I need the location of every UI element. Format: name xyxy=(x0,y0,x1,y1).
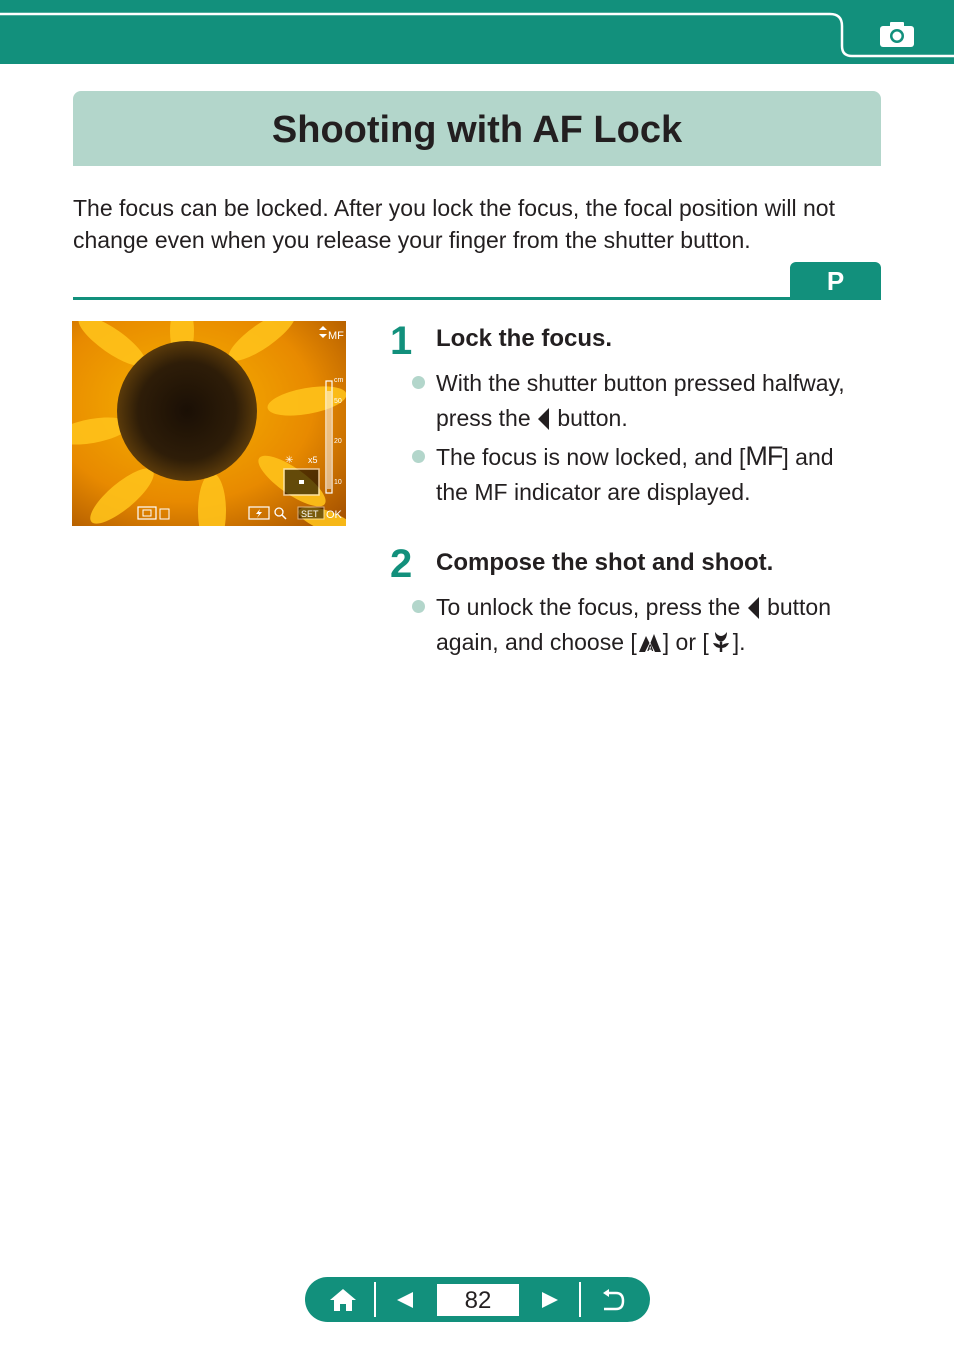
scale-20: 20 xyxy=(334,438,342,445)
scale-cm: cm xyxy=(334,377,344,384)
step-2-number: 2 xyxy=(390,542,413,586)
nav-separator xyxy=(579,1282,581,1317)
left-button-icon xyxy=(537,408,551,430)
home-icon xyxy=(329,1287,357,1313)
intro-text: The focus can be locked. After you lock the focus, the focal position will not change even when you release your finger from the shutter button. xyxy=(73,195,835,253)
home-button[interactable] xyxy=(323,1277,363,1322)
back-icon xyxy=(600,1289,626,1311)
section-divider xyxy=(73,297,881,300)
shooting-mode-tab: P xyxy=(790,262,881,298)
nav-separator xyxy=(374,1282,376,1317)
back-button[interactable] xyxy=(593,1277,633,1322)
title-banner xyxy=(73,91,881,166)
left-button-icon xyxy=(747,597,761,619)
page-number: 82 xyxy=(436,1283,520,1317)
next-page-button[interactable] xyxy=(530,1277,570,1322)
bullet-dot xyxy=(412,450,425,463)
af-mode-icon xyxy=(637,630,663,654)
header-bar xyxy=(0,0,954,64)
step-2-bullet-1: To unlock the focus, press the button again, and choose [ A ] or [ ]. xyxy=(436,594,832,655)
page-title: Shooting with AF Lock xyxy=(271,109,683,151)
svg-text:A: A xyxy=(646,643,654,653)
prev-page-button[interactable] xyxy=(385,1277,425,1322)
bullet-dot xyxy=(412,600,425,613)
prev-icon xyxy=(395,1290,415,1310)
mf-label: MF xyxy=(328,330,344,342)
step-1-bullet-2: The focus is now locked, and [MF] and the MF indicator are displayed. xyxy=(436,441,834,505)
step-1-bullet-1: With the shutter button pressed halfway, press the button. xyxy=(436,370,845,431)
scale-10: 10 xyxy=(334,479,342,486)
sun-icon: ✳ xyxy=(285,455,294,466)
step-1-number: 1 xyxy=(390,319,413,363)
camera-screen-image xyxy=(72,321,346,526)
step-2-title: Compose the shot and shoot. xyxy=(436,549,774,576)
mf-icon: MF xyxy=(745,441,783,471)
macro-icon xyxy=(709,630,733,654)
step-1-title: Lock the focus. xyxy=(436,325,613,352)
zoom-label: x5 xyxy=(308,455,318,465)
next-icon xyxy=(540,1290,560,1310)
scale-50: 50 xyxy=(334,398,342,405)
set-label: SET xyxy=(301,509,319,519)
bullet-dot xyxy=(412,376,425,389)
bottom-nav xyxy=(305,1277,650,1322)
ok-label: OK xyxy=(326,509,342,521)
